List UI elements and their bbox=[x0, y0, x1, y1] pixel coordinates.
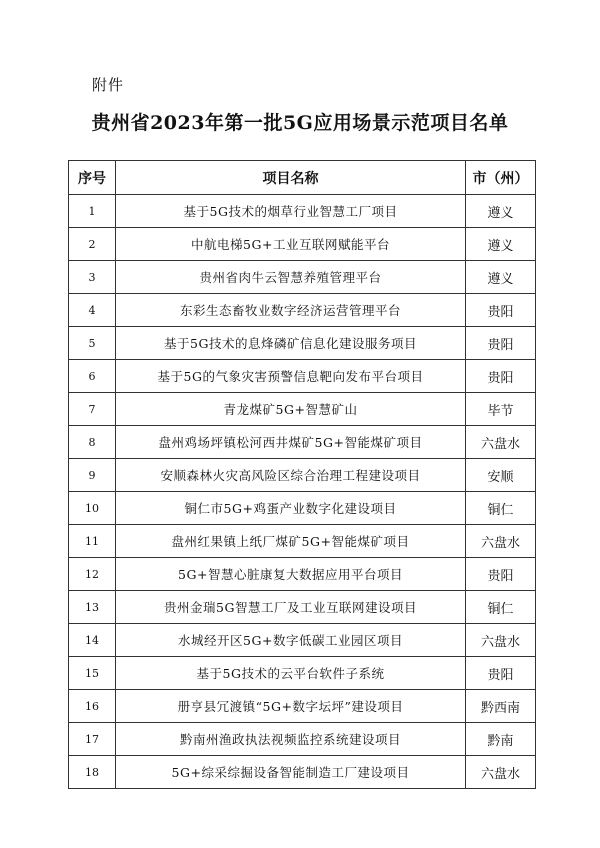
city-name: 铜仁 bbox=[466, 492, 536, 525]
table-row bbox=[69, 294, 536, 327]
table-row bbox=[69, 525, 536, 558]
city-name: 六盘水 bbox=[466, 624, 536, 657]
project-table bbox=[68, 160, 536, 789]
project-name: 中航电梯5G+工业互联网赋能平台 bbox=[116, 228, 466, 261]
table-row bbox=[69, 657, 536, 690]
header-no: 序号 bbox=[69, 161, 116, 195]
project-name: 东彩生态畜牧业数字经济运营管理平台 bbox=[116, 294, 466, 327]
row-number: 10 bbox=[69, 492, 116, 525]
table-row bbox=[69, 558, 536, 591]
project-name: 水城经开区5G+数字低碳工业园区项目 bbox=[116, 624, 466, 657]
table-row bbox=[69, 327, 536, 360]
city-name: 贵阳 bbox=[466, 657, 536, 690]
city-name: 贵阳 bbox=[466, 294, 536, 327]
city-name: 遵义 bbox=[466, 261, 536, 294]
row-number: 11 bbox=[69, 525, 116, 558]
table-row bbox=[69, 591, 536, 624]
project-name: 铜仁市5G+鸡蛋产业数字化建设项目 bbox=[116, 492, 466, 525]
project-name: 基于5G技术的息烽磷矿信息化建设服务项目 bbox=[116, 327, 466, 360]
row-number: 2 bbox=[69, 228, 116, 261]
city-name: 遵义 bbox=[466, 195, 536, 228]
document-title: 贵州省2023年第一批5G应用场景示范项目名单 bbox=[91, 112, 509, 134]
row-number: 9 bbox=[69, 459, 116, 492]
project-name: 贵州省肉牛云智慧养殖管理平台 bbox=[116, 261, 466, 294]
row-number: 3 bbox=[69, 261, 116, 294]
city-name: 贵阳 bbox=[466, 558, 536, 591]
table-body bbox=[69, 195, 536, 789]
table-row bbox=[69, 426, 536, 459]
table-row bbox=[69, 624, 536, 657]
table-row bbox=[69, 459, 536, 492]
city-name: 六盘水 bbox=[466, 525, 536, 558]
city-name: 铜仁 bbox=[466, 591, 536, 624]
city-name: 黔南 bbox=[466, 723, 536, 756]
project-name: 盘州红果镇上纸厂煤矿5G+智能煤矿项目 bbox=[116, 525, 466, 558]
row-number: 7 bbox=[69, 393, 116, 426]
row-number: 14 bbox=[69, 624, 116, 657]
table-row bbox=[69, 195, 536, 228]
city-name: 贵阳 bbox=[466, 327, 536, 360]
city-name: 贵阳 bbox=[466, 360, 536, 393]
city-name: 安顺 bbox=[466, 459, 536, 492]
city-name: 毕节 bbox=[466, 393, 536, 426]
table-row bbox=[69, 756, 536, 789]
table-header bbox=[69, 161, 536, 195]
attachment-label: 附件 bbox=[92, 76, 125, 94]
row-number: 16 bbox=[69, 690, 116, 723]
project-name: 基于5G技术的烟草行业智慧工厂项目 bbox=[116, 195, 466, 228]
table-row bbox=[69, 393, 536, 426]
project-name: 基于5G技术的云平台软件子系统 bbox=[116, 657, 466, 690]
table-row bbox=[69, 360, 536, 393]
project-name: 基于5G的气象灾害预警信息靶向发布平台项目 bbox=[116, 360, 466, 393]
city-name: 六盘水 bbox=[466, 756, 536, 789]
row-number: 18 bbox=[69, 756, 116, 789]
row-number: 8 bbox=[69, 426, 116, 459]
table-row bbox=[69, 723, 536, 756]
city-name: 黔西南 bbox=[466, 690, 536, 723]
project-name: 5G+综采综掘设备智能制造工厂建设项目 bbox=[116, 756, 466, 789]
row-number: 13 bbox=[69, 591, 116, 624]
row-number: 1 bbox=[69, 195, 116, 228]
table-row bbox=[69, 492, 536, 525]
row-number: 15 bbox=[69, 657, 116, 690]
project-name: 黔南州渔政执法视频监控系统建设项目 bbox=[116, 723, 466, 756]
table-row bbox=[69, 228, 536, 261]
project-name: 5G+智慧心脏康复大数据应用平台项目 bbox=[116, 558, 466, 591]
row-number: 12 bbox=[69, 558, 116, 591]
city-name: 遵义 bbox=[466, 228, 536, 261]
project-name: 安顺森林火灾高风险区综合治理工程建设项目 bbox=[116, 459, 466, 492]
header-row bbox=[69, 161, 536, 195]
table-row bbox=[69, 690, 536, 723]
header-city: 市（州） bbox=[466, 161, 536, 195]
project-name: 册亨县冗渡镇“5G+数字坛坪”建设项目 bbox=[116, 690, 466, 723]
row-number: 17 bbox=[69, 723, 116, 756]
project-name: 青龙煤矿5G+智慧矿山 bbox=[116, 393, 466, 426]
header-name: 项目名称 bbox=[116, 161, 466, 195]
row-number: 6 bbox=[69, 360, 116, 393]
table-row bbox=[69, 261, 536, 294]
row-number: 4 bbox=[69, 294, 116, 327]
city-name: 六盘水 bbox=[466, 426, 536, 459]
row-number: 5 bbox=[69, 327, 116, 360]
project-name: 盘州鸡场坪镇松河西井煤矿5G+智能煤矿项目 bbox=[116, 426, 466, 459]
project-name: 贵州金瑞5G智慧工厂及工业互联网建设项目 bbox=[116, 591, 466, 624]
